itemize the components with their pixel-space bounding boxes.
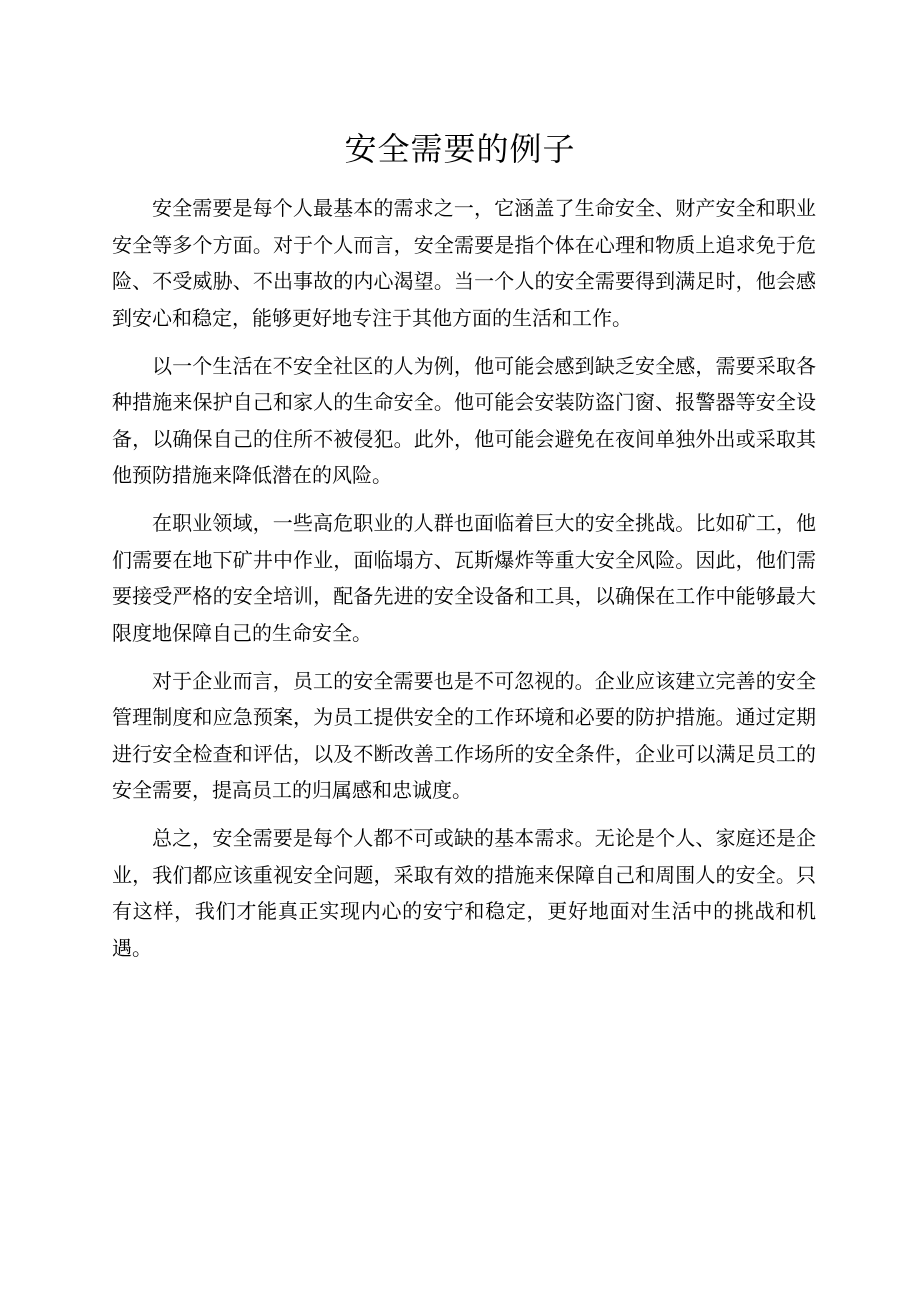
paragraph-3: 在职业领域，一些高危职业的人群也面临着巨大的安全挑战。比如矿工，他们需要在地下矿井中作业，面临塌方、瓦斯爆炸等重大安全风险。因此，他们需要接受严格的安全培训，配备先进的安全设备和工具，以确保在工作中能够最大限度地保障自己的生命安全。 (112, 511, 816, 645)
document-body (112, 190, 816, 966)
paragraph-4: 对于企业而言，员工的安全需要也是不可忽视的。企业应该建立完善的安全管理制度和应急预案，为员工提供安全的工作环境和必要的防护措施。通过定期进行安全检查和评估，以及不断改善工作场所的安全条件，企业可以满足员工的安全需要，提高员工的归属感和忠诚度。 (112, 668, 816, 802)
paragraph-5: 总之，安全需要是每个人都不可或缺的基本需求。无论是个人、家庭还是企业，我们都应该重视安全问题，采取有效的措施来保障自己和周围人的安全。只有这样，我们才能真正实现内心的安宁和稳定，更好地面对生活中的挑战和机遇。 (112, 826, 816, 960)
paragraph-1: 安全需要是每个人最基本的需求之一，它涵盖了生命安全、财产安全和职业安全等多个方面。对于个人而言，安全需要是指个体在心理和物质上追求免于危险、不受威胁、不出事故的内心渴望。当一个人的安全需要得到满足时，他会感到安心和稳定，能够更好地专注于其他方面的生活和工作。 (112, 196, 816, 330)
paragraph-2: 以一个生活在不安全社区的人为例，他可能会感到缺乏安全感，需要采取各种措施来保护自己和家人的生命安全。他可能会安装防盗门窗、报警器等安全设备，以确保自己的住所不被侵犯。此外，他可能会避免在夜间单独外出或采取其他预防措施来降低潜在的风险。 (112, 353, 816, 487)
document-title: 安全需要的例子 (344, 130, 576, 168)
